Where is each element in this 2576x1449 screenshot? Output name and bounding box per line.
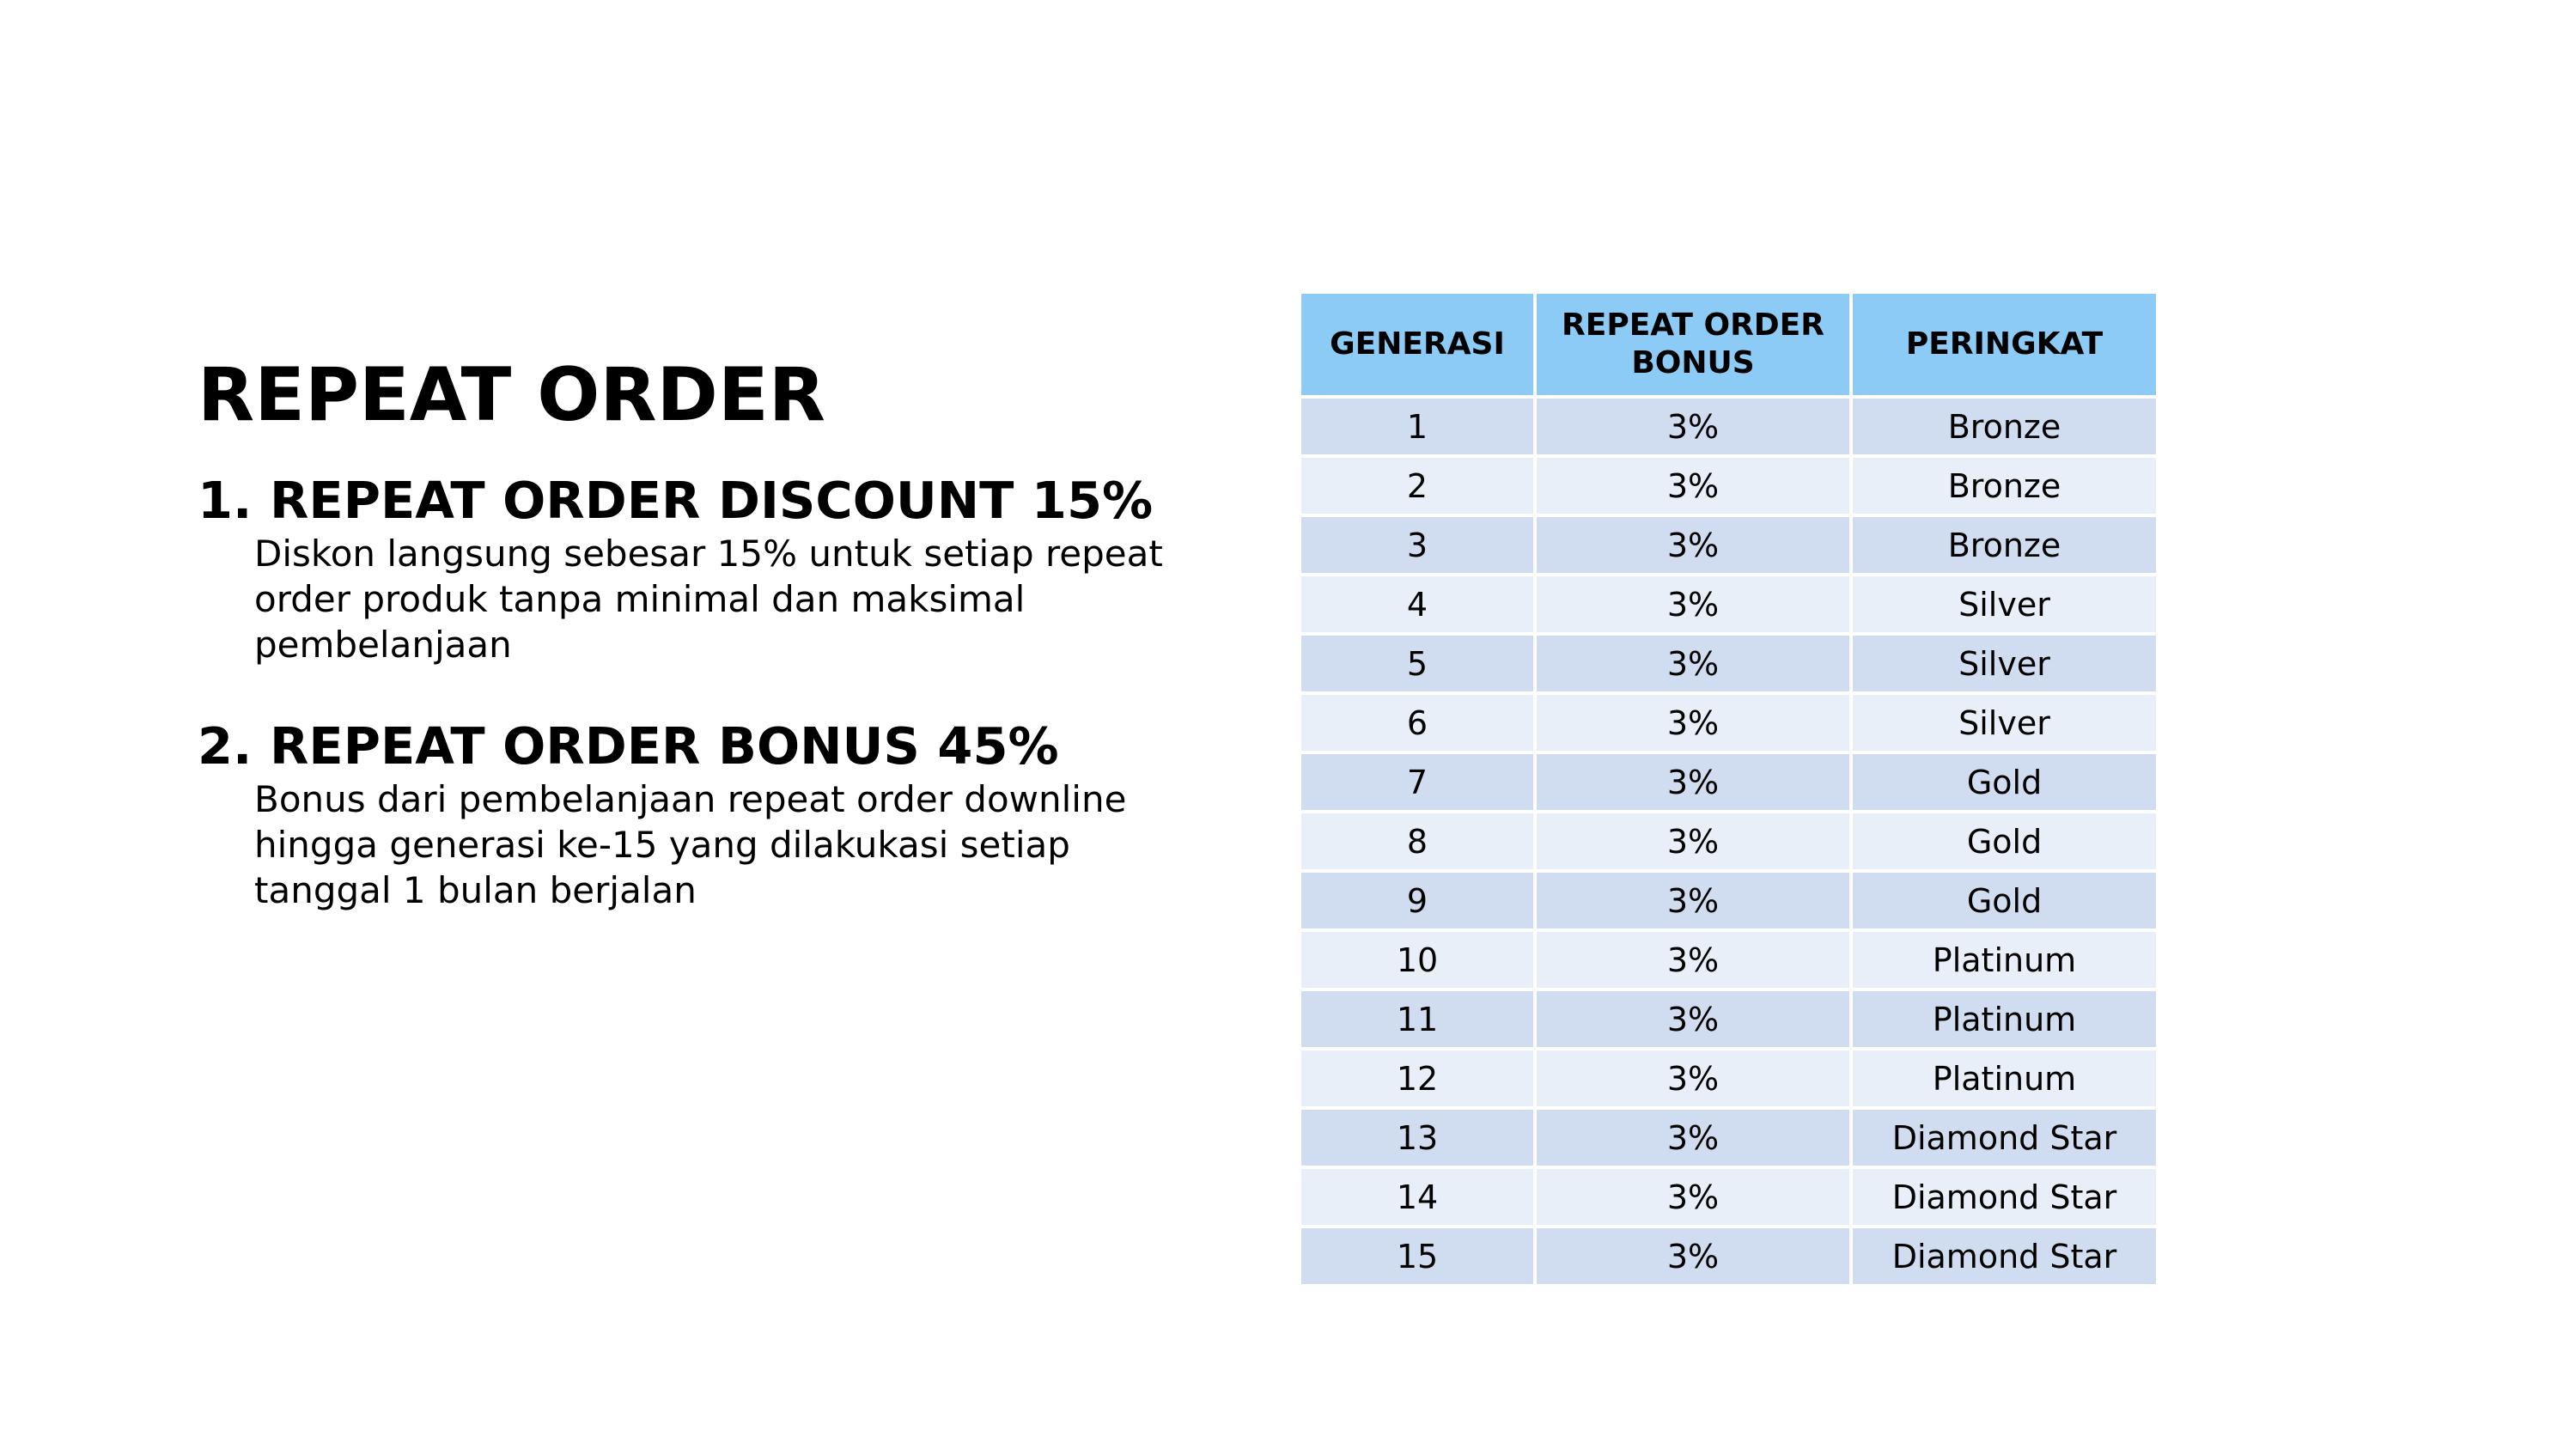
cell-peringkat: Platinum: [1851, 930, 2158, 989]
table-row: [1300, 1227, 2158, 1286]
table-row: [1300, 693, 2158, 752]
section-heading: 1. REPEAT ORDER DISCOUNT 15%: [198, 471, 1154, 530]
cell-peringkat: Bronze: [1851, 515, 2158, 575]
section-heading: 2. REPEAT ORDER BONUS 45%: [198, 716, 1059, 776]
cell-peringkat: Diamond Star: [1851, 1167, 2158, 1227]
cell-peringkat: Gold: [1851, 871, 2158, 930]
table-row: [1300, 456, 2158, 515]
cell-bonus: 3%: [1535, 930, 1851, 989]
cell-generasi: 15: [1300, 1227, 1535, 1286]
cell-generasi: 11: [1300, 989, 1535, 1049]
cell-generasi: 1: [1300, 397, 1535, 456]
cell-bonus: 3%: [1535, 1049, 1851, 1108]
bonus-table: [1298, 290, 2159, 1288]
cell-bonus: 3%: [1535, 1108, 1851, 1167]
table-row: [1300, 1049, 2158, 1108]
section-body: Bonus dari pembelanjaan repeat order downline hingga generasi ke-15 yang dilakukasi setiap tanggal 1 bulan berjalan: [254, 778, 1127, 911]
column-header-generasi: GENERASI: [1300, 292, 1535, 397]
cell-bonus: 3%: [1535, 575, 1851, 634]
cell-bonus: 3%: [1535, 515, 1851, 575]
cell-peringkat: Diamond Star: [1851, 1227, 2158, 1286]
section-body: Diskon langsung sebesar 15% untuk setiap repeat order produk tanpa minimal dan maksimal pembelanjaan: [254, 533, 1163, 666]
cell-bonus: 3%: [1535, 871, 1851, 930]
table-row: [1300, 752, 2158, 812]
table-row: [1300, 930, 2158, 989]
table-header-row: [1300, 292, 2158, 397]
cell-peringkat: Bronze: [1851, 397, 2158, 456]
cell-bonus: 3%: [1535, 812, 1851, 871]
table-row: [1300, 1108, 2158, 1167]
cell-generasi: 13: [1300, 1108, 1535, 1167]
cell-peringkat: Gold: [1851, 752, 2158, 812]
table-row: [1300, 515, 2158, 575]
table-row: [1300, 871, 2158, 930]
cell-peringkat: Diamond Star: [1851, 1108, 2158, 1167]
table-row: [1300, 989, 2158, 1049]
cell-peringkat: Silver: [1851, 693, 2158, 752]
table-row: [1300, 634, 2158, 693]
cell-peringkat: Gold: [1851, 812, 2158, 871]
cell-bonus: 3%: [1535, 693, 1851, 752]
cell-generasi: 2: [1300, 456, 1535, 515]
section-discount: [198, 471, 1163, 667]
column-header-peringkat: PERINGKAT: [1851, 292, 2158, 397]
cell-generasi: 14: [1300, 1167, 1535, 1227]
cell-peringkat: Silver: [1851, 575, 2158, 634]
cell-generasi: 8: [1300, 812, 1535, 871]
cell-generasi: 7: [1300, 752, 1535, 812]
cell-generasi: 4: [1300, 575, 1535, 634]
table-row: [1300, 1167, 2158, 1227]
cell-peringkat: Silver: [1851, 634, 2158, 693]
column-header-repeat-order-bonus: REPEAT ORDER BONUS: [1535, 292, 1851, 397]
section-bonus: [198, 718, 1160, 913]
cell-generasi: 9: [1300, 871, 1535, 930]
cell-bonus: 3%: [1535, 1167, 1851, 1227]
cell-generasi: 5: [1300, 634, 1535, 693]
table-row: [1300, 397, 2158, 456]
cell-bonus: 3%: [1535, 456, 1851, 515]
cell-bonus: 3%: [1535, 634, 1851, 693]
cell-generasi: 6: [1300, 693, 1535, 752]
table-row: [1300, 812, 2158, 871]
cell-generasi: 12: [1300, 1049, 1535, 1108]
table-row: [1300, 575, 2158, 634]
page-title: REPEAT ORDER: [198, 352, 825, 438]
cell-generasi: 10: [1300, 930, 1535, 989]
cell-peringkat: Platinum: [1851, 1049, 2158, 1108]
cell-peringkat: Bronze: [1851, 456, 2158, 515]
cell-generasi: 3: [1300, 515, 1535, 575]
cell-bonus: 3%: [1535, 397, 1851, 456]
cell-bonus: 3%: [1535, 752, 1851, 812]
cell-bonus: 3%: [1535, 1227, 1851, 1286]
cell-peringkat: Platinum: [1851, 989, 2158, 1049]
cell-bonus: 3%: [1535, 989, 1851, 1049]
